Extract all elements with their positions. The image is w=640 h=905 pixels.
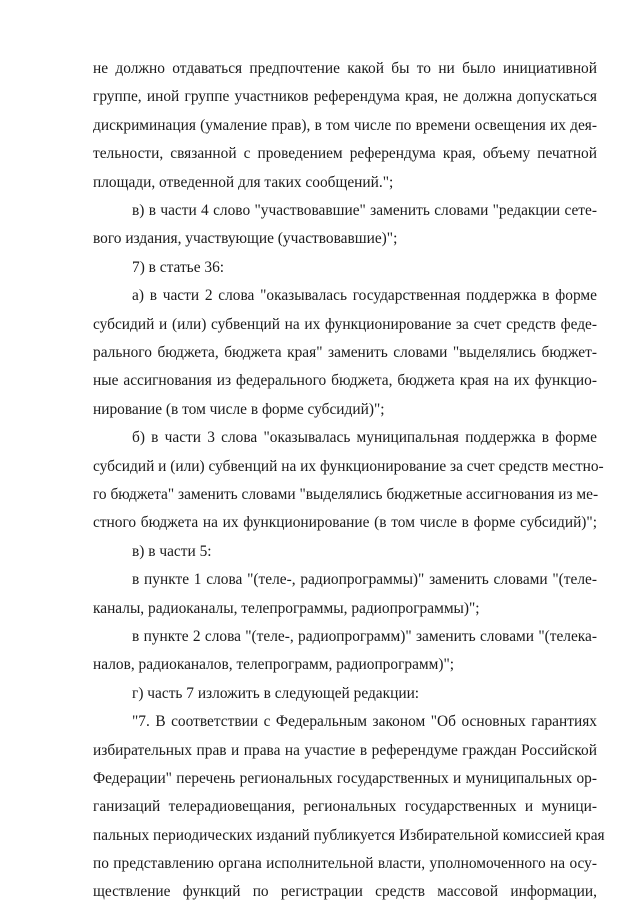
text-line: рального бюджета, бюджета края" заменить словами "выделялись бюджет-	[93, 344, 597, 361]
text-line: тельности, связанной с проведением референдума края, объему печатной	[93, 145, 597, 162]
text-line: в) в части 4 слово "участвовавшие" заменить словами "редакции сете-	[132, 202, 597, 219]
text-line: г) часть 7 изложить в следующей редакции:	[132, 685, 420, 702]
text-line: а) в части 2 слова "оказывалась государственная поддержка в форме	[132, 287, 597, 304]
text-line: "7. В соответствии с Федеральным законом "Об основных гарантиях	[132, 713, 597, 730]
text-line: налов, радиоканалов, телепрограмм, радиопрограмм)";	[93, 656, 455, 673]
text-line: дискриминация (умаление прав), в том числе по времени освещения их дея-	[93, 117, 597, 134]
text-line: в пункте 2 слова "(теле-, радиопрограмм)" заменить словами "(телека-	[132, 628, 597, 645]
text-line: каналы, радиоканалы, телепрограммы, радиопрограммы)";	[93, 600, 480, 617]
text-line: го бюджета" заменить словами "выделялись бюджетные ассигнования из ме-	[93, 486, 599, 503]
text-line: ганизаций телерадиовещания, региональных государственных и муници-	[93, 798, 597, 815]
text-line: по представлению органа исполнительной власти, уполномоченного на осу-	[93, 855, 597, 872]
text-line: пальных периодических изданий публикуется Избирательной комиссией края	[93, 827, 605, 844]
text-line: в пункте 1 слова "(теле-, радиопрограммы)" заменить словами "(теле-	[132, 571, 597, 588]
text-line: ные ассигнования из федерального бюджета, бюджета края на их функцио-	[93, 372, 597, 389]
text-line: не должно отдаваться предпочтение какой бы то ни было инициативной	[93, 60, 597, 77]
text-line: в) в части 5:	[132, 543, 212, 560]
text-line: вого издания, участвующие (участвовавшие)";	[93, 230, 398, 247]
text-line: Федерации" перечень региональных государственных и муниципальных ор-	[93, 770, 597, 787]
text-line: площади, отведенной для таких сообщений.";	[93, 174, 394, 191]
text-line: группе, иной группе участников референдума края, не должна допускаться	[93, 88, 597, 105]
text-line: субсидий и (или) субвенций на их функционирование за счет средств феде-	[93, 316, 597, 333]
text-line: избирательных прав и права на участие в референдуме граждан Российской	[93, 742, 597, 759]
text-line: субсидий и (или) субвенций на их функционирование за счет средств местно-	[93, 458, 604, 475]
text-line: б) в части 3 слова "оказывалась муниципальная поддержка в форме	[132, 429, 597, 446]
text-line: стного бюджета на их функционирование (в том числе в форме субсидий)";	[93, 514, 597, 531]
text-line: ществление функций по регистрации средств массовой информации,	[93, 883, 597, 900]
text-line: 7) в статье 36:	[132, 259, 225, 276]
text-line: нирование (в том числе в форме субсидий)";	[93, 401, 385, 418]
